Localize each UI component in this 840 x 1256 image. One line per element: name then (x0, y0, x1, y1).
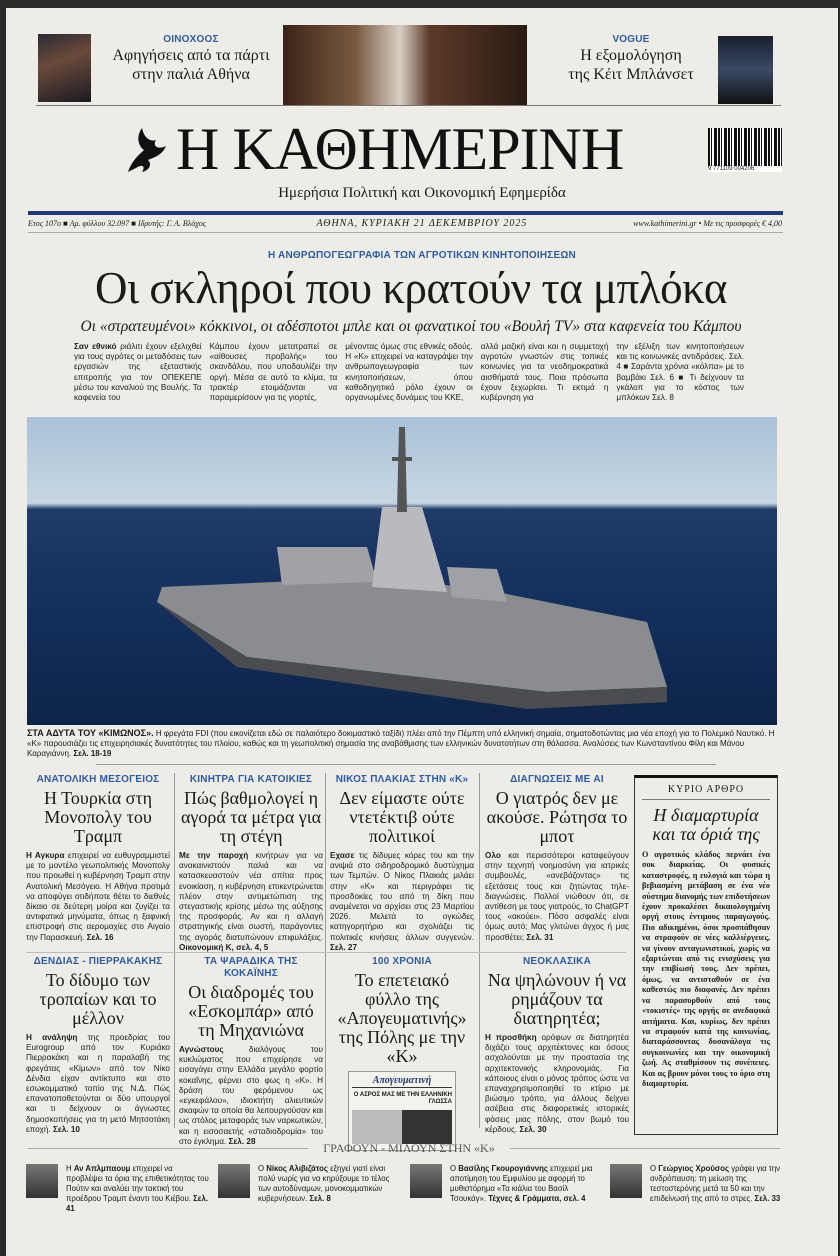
story-kicker: ΝΙΚΟΣ ΠΛΑΚΙΑΣ ΣΤΗΝ «Κ» (335, 774, 469, 785)
photo-caption: ΣΤΑ ΑΔΥΤΑ ΤΟΥ «ΚΙΜΩΝΟΣ». Η φρεγάτα FDI (που εικονίζεται εδώ σε παλαιότερο δοκιμαστικό ταξίδι) πλέει από την Πέμπτη υπό ελληνική σημαία, σηματοδοτώντας μια νέα εποχή για το Πολεμικό Ναυτικό. Η «Κ» παρουσιάζει τις επιχειρησιακές δυνατότητες του πλοίου, καθώς και τη γεωπολιτική σημασία της αναβάθμισης των ελληνικών δυνατοτήτων στη θάλασσα. Αναλύσεις των Κωνσταντίνου Φίλη και Μάνου Καραγιάννη. Σελ. 18-19 (27, 728, 775, 758)
teaser-title: Η εξομολόγηση της Κέιτ Μπλάνσετ (568, 47, 694, 83)
story[interactable] (485, 956, 629, 1135)
teaser-kicker: ΟΙΝΟΧΟΟΣ (163, 34, 219, 45)
barcode-number: 9 771109 004206 (708, 166, 782, 172)
newspaper-clipping-image[interactable]: Απογευματινή Ο ΑΣΡΟΣ ΜΑΣ ΜΕ ΤΗΝ ΕΛΛΗΝΙΚΗ ΓΛΩΣΣΑ (348, 1071, 456, 1151)
story-kicker: 100 ΧΡΟΝΙΑ (372, 956, 432, 967)
story[interactable] (485, 774, 629, 943)
masthead-subtitle: Ημερήσια Πολιτική και Οικονομική Εφημερίδα (278, 185, 566, 201)
griffin-logo-icon (122, 124, 170, 176)
columnists-header: ΓΡΑΦΟΥΝ - ΜΙΛΟΥΝ ΣΤΗΝ «Κ» (323, 1141, 495, 1155)
masthead-title: Η ΚΑΘΗΜΕΡΙΝΗ (176, 116, 624, 182)
story-headline[interactable]: Το δίδυμο των τροπαίων και το μέλλον (39, 970, 157, 1028)
lead-headline[interactable]: Οι σκληροί που κρατούν τα μπλόκα (95, 263, 727, 313)
teaser-kicker: VOGUE (612, 34, 650, 45)
editorial-body: Ο αγροτικός κλάδος περνάει ένα σοκ διαρκείας. Οι φυσικές καταστροφές, η ευλογιά και τώρα η βεβιασμένη μετάβαση σε ένα νέο σύστημα διανομής των επιδοτήσεων έχουν προκαλέσει δικαιολογημένη οργή στους έντιμους παραγωγούς. Πιο αδικημένοι, όσοι προσπάθησαν να στραφούν σε νέες καλλιέργειες, να γίνουν ανταγωνιστικοί, χωρίς να εξαρτώνται από τις ενισχύσεις για την επιβίωσή τους. Δεν πρέπει, όμως, να αντισταθούν σε ένα καθεστώς πιο διαφανές. Δεν πρέπει να παρασυρθούν από τους «τοκιστές» της οργής σε ανεδαφικά αιτήματα. Και, κυρίως, δεν πρέπει να στραφούν κατά της κοινωνίας, διαταράσσοντας δυσανάλογα τις συγκοινωνίες και την οικονομική ζωή. Ας σταθμίσουν τις συνέπειες. Και ας βρουν μόνοι τους το όριο στη διαμαρτυρία. (642, 850, 770, 1088)
date-line: ΑΘΗΝΑ, ΚΥΡΙΑΚΗ 21 ΔΕΚΕΜΒΡΙΟΥ 2025 (316, 218, 528, 229)
masthead-bar (28, 211, 783, 215)
divider (28, 232, 783, 233)
lead-column: μένοντας όμως στις εθνικές οδούς. Η «Κ» επιχειρεί να καταγράψει την ανθρωπογεωγραφία των κινητοποιήσεων, όπου καθοδηγητικό ρόλο έχουν οι οργανωμένες δυνάμεις του ΚΚΕ, (345, 342, 473, 403)
story-kicker: ΔΙΑΓΝΩΣΕΙΣ ΜΕ AI (510, 774, 604, 785)
page-ref: Σελ. 31 (526, 932, 554, 942)
page-ref: Σελ. 16 (86, 932, 114, 942)
story-headline[interactable]: Πώς βαθμολογεί η αγορά τα μέτρα για τη στέγη (180, 788, 322, 846)
story-body: Εχασε τις δίδυμες κόρες του και την ανιψιά στο σιδηροδρομικό δυστύχημα των Τεμπών. Ο Νίκος Πλακιάς μιλάει στην «Κ» και περιγράφει τις προσδοκίες του από τη δίκη που αναμένεται να αρχίσει στις 23 Μαρτίου 2026. Μελετά το ογκώδες κατηγορητήριο και σχολιάζει τις πολιτικές κινήσεις άλλων συγγενών. Σελ. 27 (330, 851, 474, 952)
columnist-item[interactable] (218, 1164, 406, 1214)
columnist-text: Η Αν Απλμπαουμ επιχειρεί να προβλέψει τα όρια της επιθετικότητας του Πούτιν και αναλύει την τακτική του προέδρου Τραμπ έναντι του Κιέβου. Σελ. 41 (66, 1164, 209, 1213)
lead-body (74, 342, 744, 403)
story[interactable] (26, 956, 170, 1135)
story-body: Με την παροχή κινήτρων για να ανακαινιστούν παλιά και να κατασκευαστούν νέα σπίτια προς ενοικίαση, η κυβέρνηση επικεντρώνεται πλέον στην αντιμετώπιση της στεγαστικής κρίσης μέσω της αύξησης της προσφοράς. Αν και η αλλαγή στρατηγικής είναι σωστή, παράγοντες της αγοράς διατυπώνουν επιφυλάξεις. Οικονομική Κ, σελ. 4, 5 (179, 851, 323, 952)
lead-subhead: Οι «στρατευμένοι» κόκκινοι, οι αδέσποτοι μπλε και οι φανατικοί του «Βουλή TV» στα καφενεία του Κάμπου (80, 318, 742, 335)
page-ref: Σελ. 27 (330, 942, 358, 952)
story-headline[interactable]: Οι διαδρομές του «Εσκομπάρ» από τη Μηχανιώνα (188, 982, 314, 1040)
frigate-photo[interactable] (27, 417, 777, 725)
vogue-cover-image[interactable] (718, 36, 773, 104)
editorial-label: ΚΥΡΙΟ ΑΡΘΡΟ (642, 784, 770, 800)
page-ref: Σελ. 30 (519, 1124, 547, 1134)
oinochoos-cover-image[interactable] (38, 34, 91, 102)
barcode-bars (708, 128, 782, 166)
column-rule (325, 773, 326, 1128)
editorial-headline[interactable]: Η διαμαρτυρία και τα όριά της (652, 805, 760, 844)
frigate-ship-icon (27, 417, 777, 725)
columnist-photo (26, 1164, 58, 1198)
story-kicker: ΝΕΟΚΛΑΣΙΚΑ (522, 956, 591, 967)
columnist-text: Ο Γεώργιος Χρούσος γράφει για την ανδρόπαυση: τη μείωση της τεστοστερόνης μετά τα 50 και την επιδείνωσή της από το στρες. Σελ. 33 (650, 1164, 781, 1203)
story-headline[interactable]: Το επετειακό φύλλο της «Απογευματινής» της Πόλης με την «Κ» (337, 970, 467, 1066)
lead-kicker: Η ΑΝΘΡΩΠΟΓΕΩΓΡΑΦΙΑ ΤΩΝ ΑΓΡΟΤΙΚΩΝ ΚΙΝΗΤΟΠΟΙΗΣΕΩΝ (268, 250, 576, 261)
columnist-item[interactable] (610, 1164, 798, 1214)
story-body: Ολο και περισσότεροι καταφεύγουν στην τεχνητή νοημοσύνη για ιατρικές συμβουλές, «ανεβάζοντας» τις εξετάσεις τους και ζητώντας τηλε-διαγνώσεις. Πολλοί νιώθουν ότι, σε αντίθεση με τους γιατρούς, το ChatGPT τους «ακούει». Πόσο ασφαλές είναι όμως αυτό; Μας γλιτώνει άγχος ή μας προσθέτει; Σελ. 31 (485, 851, 629, 942)
story[interactable] (26, 774, 170, 943)
columnist-photo (218, 1164, 250, 1198)
story-kicker: ΤΑ ΨΑΡΑΔΙΚΑ ΤΗΣ ΚΟΚΑΪΝΗΣ (204, 956, 298, 979)
divider (510, 1148, 780, 1149)
column-rule (479, 773, 480, 1128)
story-kicker: ΑΝΑΤΟΛΙΚΗ ΜΕΣΟΓΕΙΟΣ (36, 774, 160, 785)
story[interactable] (330, 956, 474, 1151)
front-page (6, 8, 838, 1256)
lead-column: Κάμπου έχουν μετατραπεί σε «αίθουσες προβολής» του σκανδάλου, που υποδαυλίζει την οργή. Μέσα σε αυτό το κλίμα, τα τρακτέρ ετοιμάζονται να παραμερίσουν για τις γιορτές, (209, 342, 338, 403)
story[interactable] (179, 774, 323, 953)
teaser-title: Αφηγήσεις από τα πάρτι στην παλιά Αθήνα (112, 47, 270, 83)
column-rule (174, 773, 175, 1128)
columnist-text: Ο Νίκος Αλιβιζάτος εξηγεί γιατί είναι πολύ νωρίς για να κηρύξουμε το τέλος των αυτοδύναμων, μονοκομματικών κυβερνήσεων. Σελ. 8 (258, 1164, 390, 1203)
story[interactable] (330, 774, 474, 953)
teaser-vogue[interactable] (546, 34, 716, 84)
editorial-box (634, 775, 778, 1135)
page-ref: Σελ. 28 (228, 1136, 256, 1146)
page-ref: Σελ. 10 (52, 1124, 80, 1134)
story-headline[interactable]: Δεν είμαστε ούτε ντετέκτιβ ούτε πολιτικοί (339, 788, 465, 846)
lead-column: αλλά μαζική είναι και η συμμετοχή αγροτών γνωστών στις τοπικές κοινωνίες για τα νεοδημοκρατικά αισθήματά τους. Ποια πρόσωπα έχουν ξεχωρίσει. Τι εκτιμά η κυβέρνηση για (480, 342, 609, 403)
columnist-photo (410, 1164, 442, 1198)
lead-column: Σαν εθνικό ριάλιτι έχουν εξελιχθεί για τους αγρότες οι μεταδόσεις των εργασιών της εξεταστικής επιτροπής για τον ΟΠΕΚΕΠΕ μέσω του καναλιού της Βουλής. Τα καφενεία του (74, 342, 202, 403)
teaser-photo[interactable] (283, 25, 527, 105)
story[interactable] (179, 956, 323, 1147)
story-body: Η ανάληψη της προεδρίας του Eurogroup από τον Κυριάκο Πιερρακάκη και η παραλαβή της φρεγάτας «Κίμων» από τον Νίκο Δένδια είχαν αντίκτυπο και στο εσωκομματικό τοπίο της Ν.Δ. Πώς επανατοποθετούνται οι δύο υπουργοί και τι δείχνουν οι άγνωστες δημοσκοπήσεις για τη μετά Μητσοτάκη εποχή. Σελ. 10 (26, 1033, 170, 1134)
story-body: Η Αγκυρα επιχειρεί να ευθυγραμμιστεί με το μοντέλο γεωπολιτικής Μονοπολy που προωθεί η κυβέρνηση Τραμπ στην Ανατολική Μεσόγειο. Η Αθήνα προτιμά να αποφύγει οτιδήποτε θέτει το διεθνές δίκαιο σε δεύτερη μοίρα και ζυγίζει τα αντιφατικά μηνύματα, όπως η ξαφνική επιστροφή στις αερομαχίες στο Αιγαίο την Παρασκευή. Σελ. 16 (26, 851, 170, 942)
story-headline[interactable]: Η Τουρκία στη Μονοπολy του Τραμπ (43, 788, 153, 846)
story-body: Αγνώστους διαλόγους του κυκλώματος που επιχείρησε να εισαγάγει στην Ελλάδα μεγάλο φορτίο κοκαΐνης, φέρνει στο φως η «Κ». Η δράση του φερόμενου ως «εγκεφάλου», ιδιοκτήτη αλιευτικών σκαφών τα οποία θα λειτουργούσαν και ως στόλος μεταφοράς των ναρκωτικών, και η εισοσαετής «σταδιοδρομία» του στο έγκλημα. Σελ. 28 (179, 1045, 323, 1146)
columnist-text: Ο Βασίλης Γκουρογιάννης επιχειρεί μια αποτίμηση του Εμφυλίου με αφορμή το μυθιστόρημα «Τα κιάλια του Βασίλ Τσουκάγ». Τέχνες & Γράμματα, σελ. 4 (450, 1164, 593, 1203)
story-headline[interactable]: Να ψηλώνουν ή να ρημάζουν τα διατηρητέα; (487, 970, 627, 1028)
columnist-photo (610, 1164, 642, 1198)
divider (96, 764, 716, 765)
story-kicker: ΔΕΝΔΙΑΣ - ΠΙΕΡΡΑΚΑΚΗΣ (33, 956, 163, 967)
barcode (708, 128, 782, 178)
lead-column: την εξέλιξη των κινητοποιήσεων και τις κοινωνικές αντιδράσεις. Σελ. 4 ■ Σαράντα χρόνια «κόλπα» με το βαμβάκι Σελ. 6 ■ Τι δείχνουν τα γκάλοπ για το κόστος των μπλόκων Σελ. 8 (616, 342, 744, 403)
teaser-oinochoos[interactable] (101, 34, 281, 84)
price-info: www.kathimerini.gr • Με τις προσφορές € 4,00 (633, 219, 782, 228)
page-ref: Οικονομική Κ, σελ. 4, 5 (179, 942, 269, 952)
story-headline[interactable]: Ο γιατρός δεν με ακούσε. Ρώτησα το μποτ (486, 788, 628, 846)
columnist-item[interactable] (410, 1164, 598, 1214)
columnist-item[interactable] (26, 1164, 214, 1214)
divider (26, 952, 626, 953)
divider (36, 105, 781, 106)
story-body: Η προσθήκη ορόφων σε διατηρητέα διχάζει τους αρχιτέκτονες και όσους ασχολούνται με την προστασία της αρχιτεκτονικής κληρονομιάς. Για κάποιους είναι ο μόνος τρόπος ώστε να επαναχρησιμοποιηθεί το κτίριο με βιώσιμο τρόπο, για άλλους δείχνει ασέβεια στις διαφορετικές ιστορικές φάσεις μιας πόλης, στον βωμό του κέρδους. Σελ. 30 (485, 1033, 629, 1134)
issue-info: Ετος 107ο ■ Αρ. φύλλου 32.097 ■ Ιδρυτής: Γ. Α. Βλάχος (28, 219, 206, 228)
divider (28, 1148, 308, 1149)
story-kicker: ΚΙΝΗΤΡΑ ΓΙΑ ΚΑΤΟΙΚΙΕΣ (189, 774, 313, 785)
